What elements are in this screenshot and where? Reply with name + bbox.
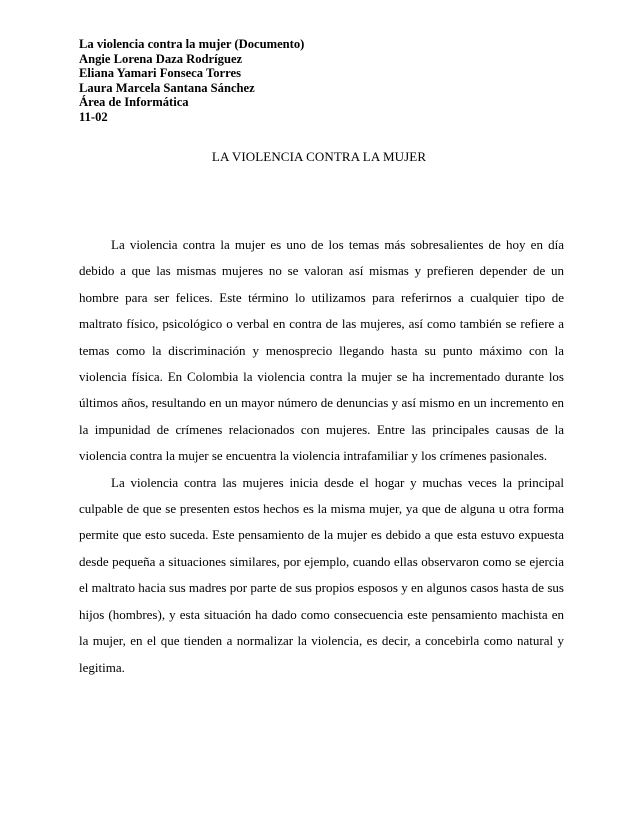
page-title: LA VIOLENCIA CONTRA LA MUJER <box>211 149 427 164</box>
header-author-2: Eliana Yamari Fonseca Torres <box>79 66 241 81</box>
header-group: 11-02 <box>79 109 108 124</box>
document-header <box>79 37 559 125</box>
header-document-title: La violencia contra la mujer (Documento) <box>79 37 305 51</box>
header-author-1: Angie Lorena Daza Rodríguez <box>79 51 243 66</box>
paragraph-2: La violencia contra las mujeres inicia desde el hogar y muchas veces la principal culpable de que se presenten estos hechos es la misma mujer, ya que de alguna u otra forma permite que esto suceda. Este pensamiento de la mujer es debido a que esta estuvo expuesta desde pequeña a situaciones similares, por ejemplo, cuando ellas observaron como se ejercia el maltrato hacia sus madres por parte de sus propios esposos y en algunos casos hasta de sus hijos (hombres), y esta situación ha dado como consecuencia este pensamiento machista en la mujer, en el que tienden a normalizar la violencia, es decir, a concebirla como natural y legitima. <box>79 474 564 675</box>
header-area: Área de Informática <box>79 95 189 110</box>
header-author-3: Laura Marcela Santana Sánchez <box>79 80 255 95</box>
paragraph-1: La violencia contra la mujer es uno de los temas más sobresalientes de hoy en día debido a que las mismas mujeres no se valoran así mismas y prefieren depender de un hombre para ser felices. Este término lo utilizamos para referirnos a cualquier tipo de maltrato físico, psicológico o verbal en contra de las mujeres, así como también se refiere a temas como la discriminación y menosprecio llegando hasta su punto máximo con la violencia física. En Colombia la violencia contra la mujer se ha incrementado durante los últimos años, resultando en un mayor número de denuncias y así mismo en un incremento en la impunidad de crímenes relacionados con mujeres. Entre las principales causas de la violencia contra la mujer se encuentra la violencia intrafamiliar y los crímenes pasionales. <box>79 237 564 464</box>
document-body <box>79 232 564 681</box>
